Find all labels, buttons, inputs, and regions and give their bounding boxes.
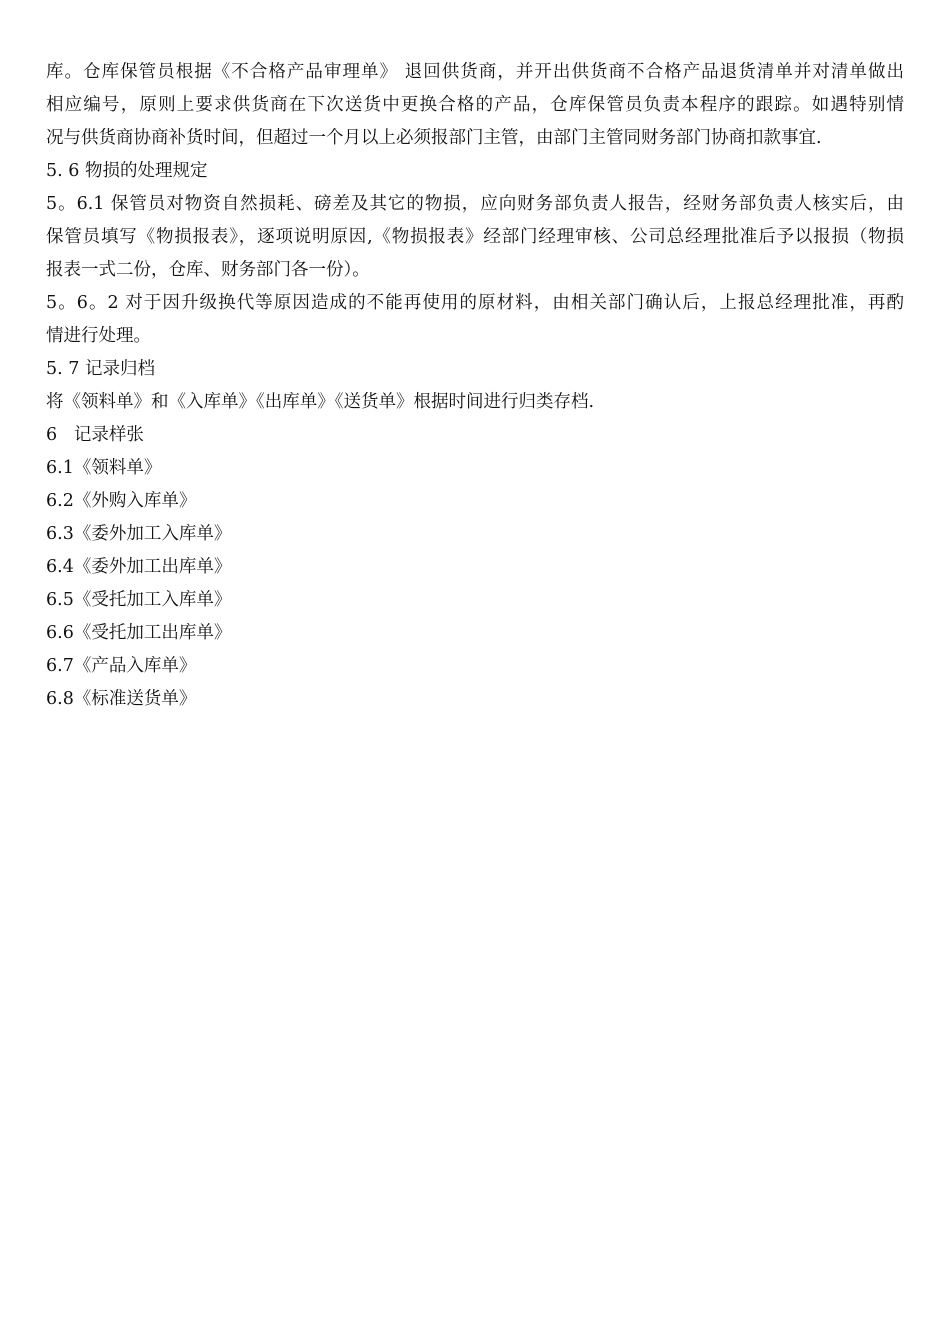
list-item: 6.7《产品入库单》 bbox=[46, 656, 197, 676]
paragraph-5-6-2 bbox=[46, 287, 904, 353]
paragraph-line: 保管员填写《物损报表》，逐项说明原因,《物损报表》经部门经理审核、公司总经理批准后予以报损（物损 bbox=[46, 227, 904, 247]
paragraph-line: 报表一式二份，仓库、财务部门各一份）。 bbox=[46, 260, 370, 280]
list-item: 6.5《受托加工入库单》 bbox=[46, 590, 232, 610]
list-item: 6.2《外购入库单》 bbox=[46, 491, 197, 511]
section-heading-5-6: 5. 6 物损的处理规定 bbox=[46, 161, 208, 181]
paragraph-5-7-body: 将《领料单》和《入库单》《出库单》《送货单》根据时间进行归类存档. bbox=[46, 392, 595, 412]
record-sample-list bbox=[46, 452, 904, 716]
list-item: 6.3《委外加工入库单》 bbox=[46, 524, 232, 544]
paragraph-line: 5。6.1 保管员对物资自然损耗、磅差及其它的物损，应向财务部负责人报告，经财务部负责人核实后，由 bbox=[46, 194, 904, 214]
paragraph-line: 情进行处理。 bbox=[46, 326, 151, 346]
section-heading-5-7: 5. 7 记录归档 bbox=[46, 359, 155, 379]
list-item: 6.6《受托加工出库单》 bbox=[46, 623, 232, 643]
list-item: 6.4《委外加工出库单》 bbox=[46, 557, 232, 577]
paragraph-5-6-1 bbox=[46, 188, 904, 287]
list-item: 6.1《领料单》 bbox=[46, 458, 162, 478]
paragraph-5-5-continuation bbox=[46, 56, 904, 155]
list-item: 6.8《标准送货单》 bbox=[46, 689, 197, 709]
document-page bbox=[46, 56, 904, 716]
paragraph-line: 相应编号，原则上要求供货商在下次送货中更换合格的产品，仓库保管员负责本程序的跟踪。如遇特别情 bbox=[46, 95, 904, 115]
paragraph-line: 况与供货商协商补货时间，但超过一个月以上必须报部门主管，由部门主管同财务部门协商扣款事宜. bbox=[46, 128, 822, 148]
section-heading-6: 6 记录样张 bbox=[46, 425, 144, 445]
paragraph-line: 库。仓库保管员根据《不合格产品审理单》 退回供货商，并开出供货商不合格产品退货清单并对清单做出 bbox=[46, 62, 904, 82]
paragraph-line: 5。6。2 对于因升级换代等原因造成的不能再使用的原材料，由相关部门确认后，上报总经理批准，再酌 bbox=[46, 293, 904, 313]
